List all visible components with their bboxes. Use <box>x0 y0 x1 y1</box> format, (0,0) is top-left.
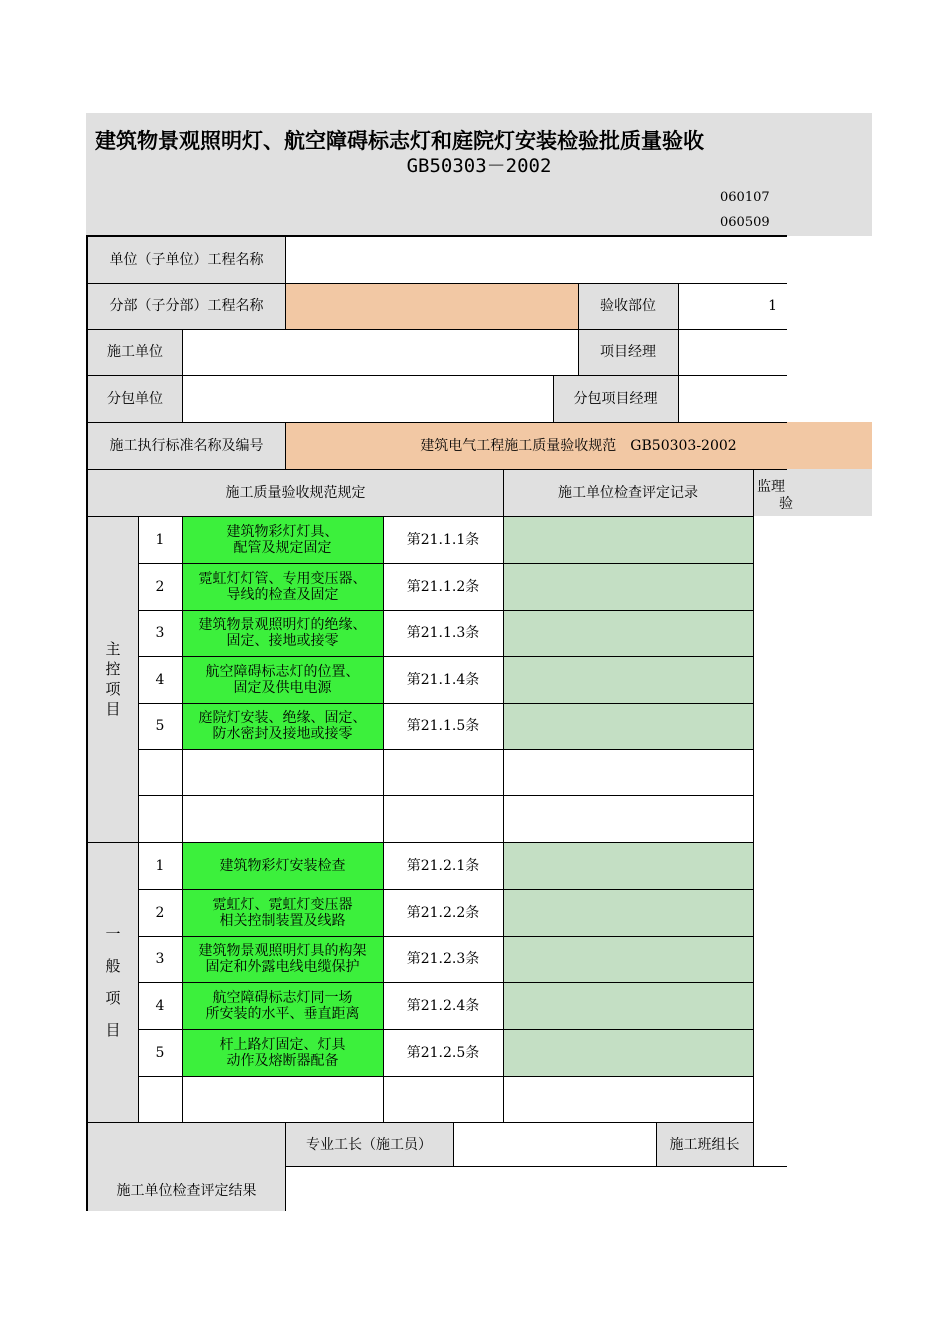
form-code-1: 060107 <box>720 190 770 205</box>
general-item-clause: 第21.2.4条 <box>383 982 503 1029</box>
general-item-desc <box>182 889 383 936</box>
general-label-char: 般 <box>105 957 121 975</box>
grid-line <box>88 842 753 843</box>
grid-line <box>88 469 787 470</box>
main-item-record[interactable] <box>503 516 753 563</box>
main-item-clause: 第21.1.3条 <box>383 610 503 656</box>
desc-line: 固定及供电电源 <box>233 679 332 696</box>
desc-line: 防水密封及接地或接零 <box>212 726 353 742</box>
main-item-no: 4 <box>138 656 182 703</box>
unit-name-value[interactable] <box>285 237 787 283</box>
supervisor-header-line2: 验 <box>779 496 793 512</box>
main-item-desc <box>182 516 383 563</box>
main-item-clause: 第21.1.5条 <box>383 703 503 749</box>
left-border <box>86 236 88 1211</box>
general-item-no: 2 <box>138 889 182 936</box>
general-item-record[interactable] <box>503 982 753 1029</box>
spec-header: 施工质量验收规范规定 <box>88 469 503 516</box>
project-manager-label: 项目经理 <box>578 329 678 375</box>
acceptance-part-value[interactable]: 1 <box>678 283 787 329</box>
main-control-section-label <box>88 516 138 842</box>
foreman-value[interactable] <box>453 1122 656 1167</box>
general-item-no: 4 <box>138 982 182 1029</box>
standard-label: 施工执行标准名称及编号 <box>88 422 285 469</box>
desc-line: 建筑物彩灯安装检查 <box>219 857 346 874</box>
construction-unit-value[interactable] <box>182 329 578 375</box>
desc-line: 建筑物景观照明灯具的构架 <box>198 943 367 959</box>
main-item-desc <box>182 610 383 656</box>
desc-line: 固定和外露电线电缆保护 <box>205 959 360 975</box>
desc-line: 航空障碍标志灯同一场 <box>212 989 353 1006</box>
main-item-desc <box>182 703 383 749</box>
general-section-label <box>88 842 138 1122</box>
team-leader-label: 施工班组长 <box>656 1122 753 1167</box>
main-label-char: 项 <box>105 680 121 698</box>
main-label-char: 目 <box>105 700 121 718</box>
grid-line <box>138 1029 753 1030</box>
grid-line <box>285 1122 286 1211</box>
subcontract-unit-label: 分包单位 <box>88 375 182 422</box>
page-title: 建筑物景观照明灯、航空障碍标志灯和庭院灯安装检验批质量验收 <box>95 129 704 153</box>
grid-line <box>138 656 753 657</box>
main-item-desc <box>182 563 383 610</box>
desc-line: 固定、接地或接零 <box>226 633 339 649</box>
grid-line <box>88 422 787 423</box>
general-item-desc <box>182 936 383 982</box>
grid-line <box>138 749 753 750</box>
general-item-record[interactable] <box>503 842 753 889</box>
general-item-no: 5 <box>138 1029 182 1076</box>
desc-line: 建筑物彩灯灯具、 <box>226 523 339 540</box>
grid-line <box>656 1122 657 1166</box>
grid-line <box>553 375 554 422</box>
desc-line: 杆上路灯固定、灯具 <box>219 1036 346 1053</box>
subcontract-pm-label: 分包项目经理 <box>553 375 678 422</box>
grid-line <box>138 703 753 704</box>
general-item-desc <box>182 982 383 1029</box>
grid-line <box>88 329 787 330</box>
unit-name-label: 单位（子单位）工程名称 <box>88 237 285 283</box>
standard-value: 建筑电气工程施工质量验收规范 GB50303-2002 <box>285 422 872 469</box>
main-item-no: 1 <box>138 516 182 563</box>
grid-line <box>503 469 504 516</box>
standard-code: GB50303－2002 <box>406 155 552 177</box>
main-item-record[interactable] <box>503 610 753 656</box>
subcontract-unit-value[interactable] <box>182 375 553 422</box>
grid-line <box>285 1166 787 1167</box>
grid-line <box>678 283 679 422</box>
construction-unit-label: 施工单位 <box>88 329 182 375</box>
main-item-record[interactable] <box>503 703 753 749</box>
grid-line <box>138 795 753 796</box>
desc-line: 动作及熔断器配备 <box>226 1052 339 1069</box>
grid-line <box>182 516 183 1122</box>
supervisor-header-line1: 监理 <box>757 479 785 495</box>
grid-line <box>383 516 384 1122</box>
main-label-char: 主 <box>105 640 121 658</box>
grid-line <box>88 283 787 284</box>
grid-line <box>138 982 753 983</box>
main-item-clause: 第21.1.4条 <box>383 656 503 703</box>
grid-line <box>138 1076 753 1077</box>
subproject-name-value[interactable] <box>285 283 578 329</box>
general-item-clause: 第21.2.3条 <box>383 936 503 982</box>
main-item-desc <box>182 656 383 703</box>
grid-line <box>753 469 754 516</box>
project-manager-value[interactable] <box>678 329 787 375</box>
general-item-no: 1 <box>138 842 182 889</box>
empty-row[interactable] <box>138 1076 753 1122</box>
general-label-char: 项 <box>105 989 121 1007</box>
main-item-record[interactable] <box>503 656 753 703</box>
desc-line: 所安装的水平、垂直距离 <box>205 1005 360 1022</box>
grid-line <box>138 889 753 890</box>
grid-line <box>285 283 286 329</box>
top-border <box>86 235 787 237</box>
general-item-clause: 第21.2.2条 <box>383 889 503 936</box>
general-item-record[interactable] <box>503 1029 753 1076</box>
grid-line <box>753 516 754 1122</box>
desc-line: 建筑物景观照明灯的绝缘、 <box>198 617 367 633</box>
main-item-clause: 第21.1.1条 <box>383 516 503 563</box>
general-label-char: 一 <box>105 925 121 943</box>
team-leader-value[interactable] <box>753 1122 787 1167</box>
acceptance-part-label: 验收部位 <box>578 283 678 329</box>
form-code-2: 060509 <box>720 215 770 230</box>
record-header: 施工单位检查评定记录 <box>503 469 753 516</box>
general-item-no: 3 <box>138 936 182 982</box>
general-item-clause: 第21.2.1条 <box>383 842 503 889</box>
grid-line <box>138 936 753 937</box>
subproject-name-label: 分部（子分部）工程名称 <box>88 283 285 329</box>
grid-line <box>88 1122 753 1123</box>
grid-line <box>453 1122 454 1166</box>
general-item-record[interactable] <box>503 936 753 982</box>
desc-line: 配管及规定固定 <box>233 539 332 556</box>
grid-line <box>88 375 787 376</box>
main-item-record[interactable] <box>503 563 753 610</box>
main-item-clause: 第21.1.2条 <box>383 563 503 610</box>
general-label-char: 目 <box>105 1021 121 1039</box>
subcontract-pm-value[interactable] <box>678 375 787 422</box>
grid-line <box>138 610 753 611</box>
general-item-desc <box>182 842 383 889</box>
desc-line: 导线的检查及固定 <box>226 586 339 603</box>
grid-line <box>138 516 139 1122</box>
desc-line: 霓虹灯、霓虹灯变压器 <box>212 896 353 913</box>
main-item-no: 2 <box>138 563 182 610</box>
grid-line <box>285 422 286 469</box>
general-item-clause: 第21.2.5条 <box>383 1029 503 1076</box>
desc-line: 霓虹灯灯管、专用变压器、 <box>198 570 367 587</box>
grid-line <box>503 516 504 1122</box>
desc-line: 相关控制装置及线路 <box>219 912 346 929</box>
desc-line: 航空障碍标志灯的位置、 <box>205 663 360 680</box>
foreman-label: 专业工长（施工员） <box>285 1122 453 1167</box>
main-item-no: 5 <box>138 703 182 749</box>
result-label: 施工单位检查评定结果 <box>116 1183 257 1199</box>
grid-line <box>138 563 753 564</box>
grid-line <box>753 1122 754 1166</box>
grid-line <box>285 237 286 283</box>
grid-line <box>182 329 183 422</box>
main-item-no: 3 <box>138 610 182 656</box>
general-item-record[interactable] <box>503 889 753 936</box>
desc-line: 庭院灯安装、绝缘、固定、 <box>198 710 367 726</box>
grid-line <box>578 283 579 375</box>
general-item-desc <box>182 1029 383 1076</box>
grid-line <box>88 516 753 517</box>
main-label-char: 控 <box>105 660 121 678</box>
